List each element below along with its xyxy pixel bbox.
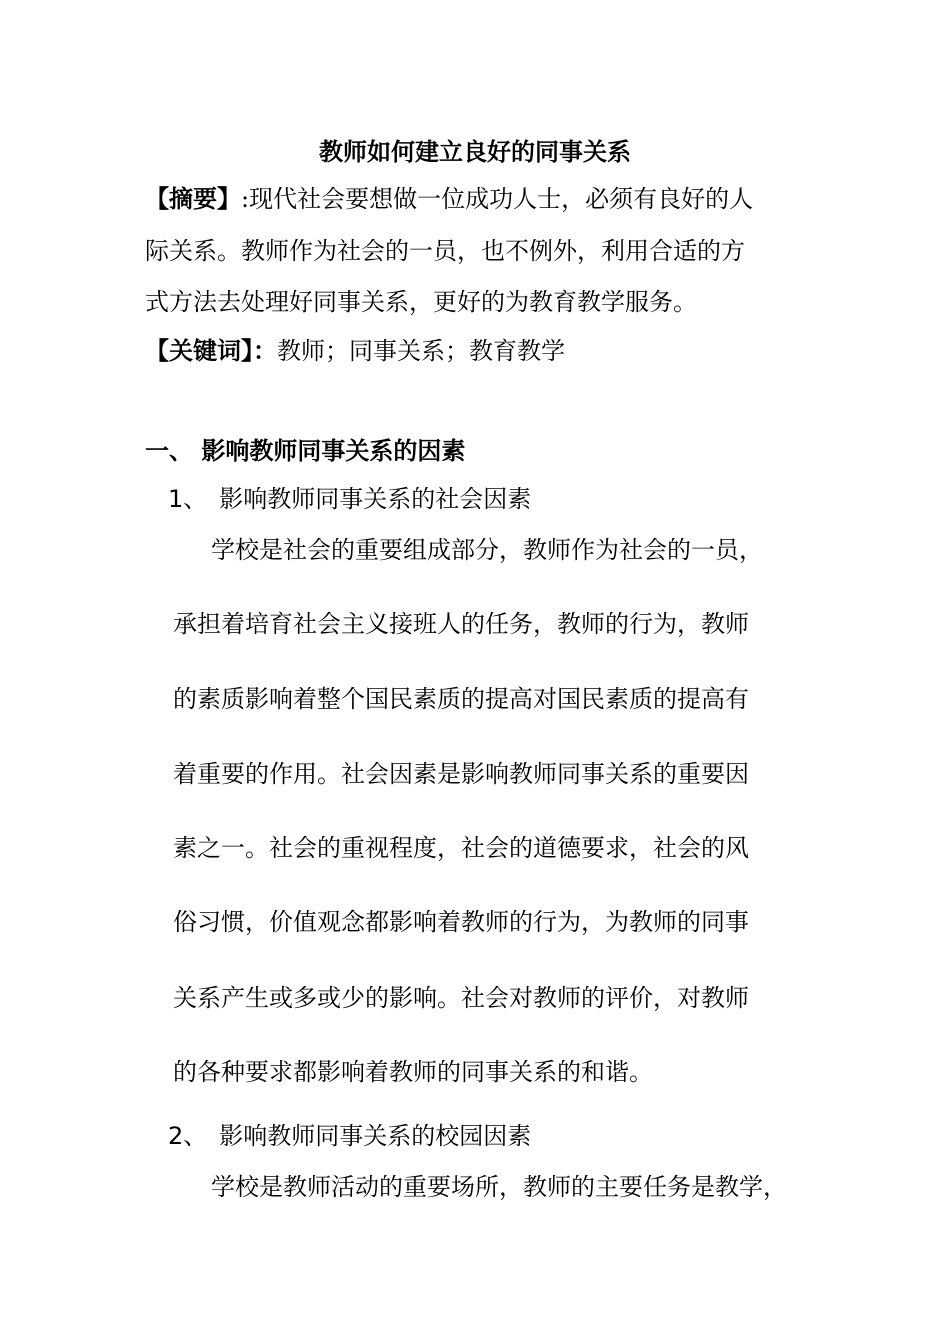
paragraph-1-line-5: 素之一。社会的重视程度，社会的道德要求，社会的风 [173, 834, 749, 862]
paragraph-2-line-1: 学校是教师活动的重要场所，教师的主要任务是教学， [211, 1173, 787, 1201]
subsection-1-number: 1、 [168, 485, 208, 513]
paragraph-1-line-2: 承担着培育社会主义接班人的任务，教师的行为，教师 [173, 610, 749, 638]
subsection-2-number: 2、 [168, 1122, 208, 1150]
abstract-line-3: 式方法去处理好同事关系，更好的为教育教学服务。 [145, 288, 697, 316]
paragraph-1-line-4: 着重要的作用。社会因素是影响教师同事关系的重要因 [173, 760, 749, 788]
abstract-line-1 [145, 184, 753, 214]
section-heading: 一、 影响教师同事关系的因素 [145, 436, 466, 465]
document-title: 教师如何建立良好的同事关系 [319, 137, 631, 166]
keywords-text: 教师；同事关系；教育教学 [277, 337, 565, 365]
abstract-line-2: 际关系。教师作为社会的一员，也不例外，利用合适的方 [145, 237, 745, 265]
abstract-text-1: :现代社会要想做一位成功人士，必须有良好的人 [241, 185, 754, 213]
subsection-1-heading [168, 484, 531, 514]
subsection-2-title: 影响教师同事关系的校园因素 [219, 1122, 532, 1150]
keywords-label: 【关键词】： [145, 336, 277, 365]
subsection-1-title: 影响教师同事关系的社会因素 [219, 485, 532, 513]
paragraph-1-line-3: 的素质影响着整个国民素质的提高对国民素质的提高有 [173, 685, 749, 713]
paragraph-1-line-1: 学校是社会的重要组成部分，教师作为社会的一员， [211, 536, 763, 564]
paragraph-1-line-7: 关系产生或多或少的影响。社会对教师的评价，对教师 [173, 984, 749, 1012]
abstract-label: 【摘要】 [145, 184, 241, 213]
subsection-2-heading [168, 1121, 531, 1151]
keywords-line [145, 336, 565, 366]
paragraph-1-line-6: 俗习惯，价值观念都影响着教师的行为，为教师的同事 [173, 908, 749, 936]
paragraph-1-line-8: 的各种要求都影响着教师的同事关系的和谐。 [173, 1058, 653, 1086]
